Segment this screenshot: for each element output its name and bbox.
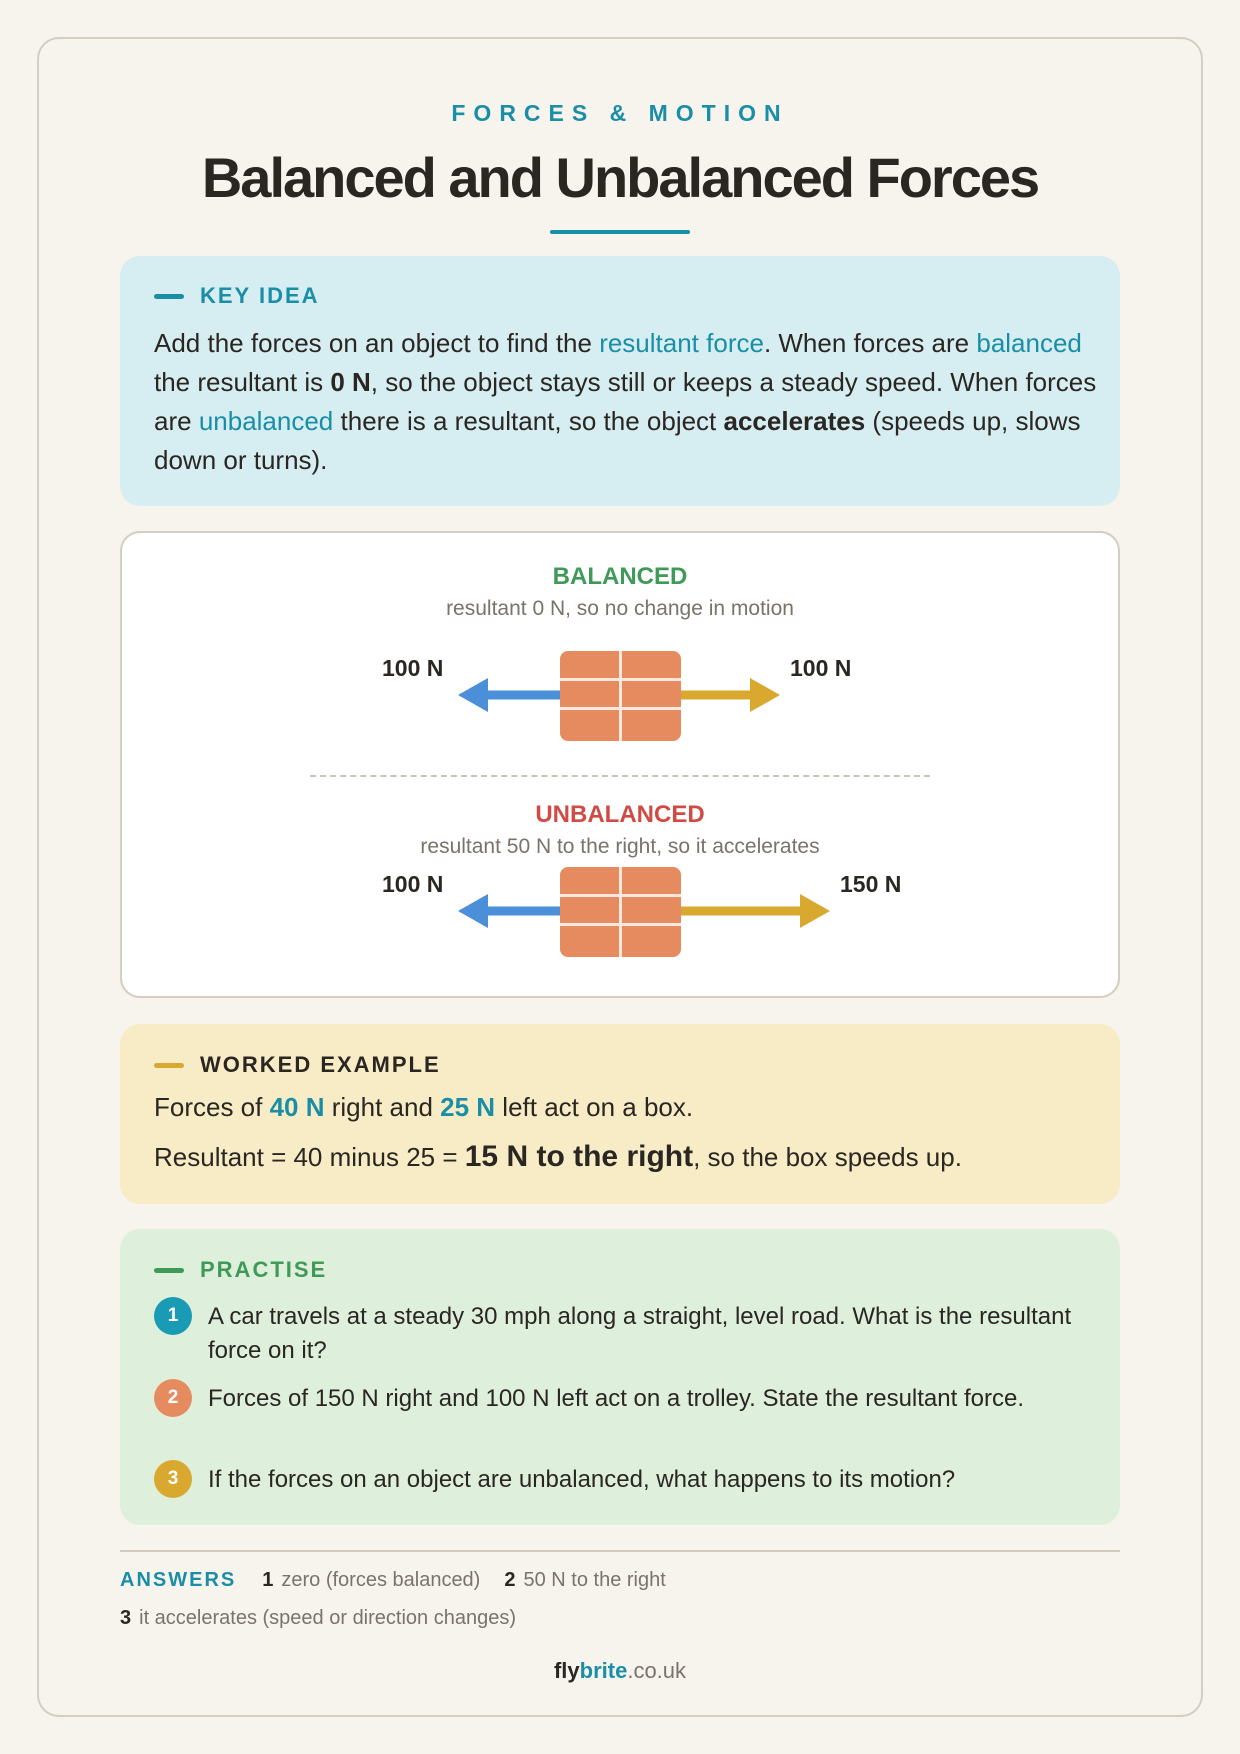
worked-result: 15 N to the right [464, 1140, 694, 1173]
key-idea-text-part: the resultant is [154, 367, 331, 397]
key-idea-text-part: there is a resultant, so the object [333, 406, 724, 436]
balanced-subtitle: resultant 0 N, so no change in motion [446, 597, 794, 620]
worked-value-25n: 25 N [440, 1092, 496, 1122]
answer-text: it accelerates (speed or direction changes) [139, 1607, 516, 1629]
answers-row-1 [120, 1569, 666, 1592]
practise-label: PRACTISE [200, 1257, 328, 1282]
worked-example-header [154, 1052, 441, 1078]
key-idea-text-part: (speeds up, slows down or turns). [154, 406, 1081, 475]
balanced-right-force: 100 N [790, 655, 852, 681]
question-number-badge: 1 [154, 1297, 192, 1335]
brand-brite: brite [579, 1658, 628, 1683]
kicker: FORCES & MOTION [451, 100, 789, 126]
answer-number: 2 [504, 1569, 516, 1591]
balanced-left-force: 100 N [382, 655, 444, 681]
unbalanced-right-force: 150 N [840, 871, 902, 897]
worked-value-40n: 40 N [269, 1092, 325, 1122]
footer-brand [0, 1658, 1240, 1684]
worked-example-line-2 [154, 1140, 962, 1174]
unbalanced-subtitle: resultant 50 N to the right, so it accelerates [420, 835, 820, 858]
question-text: A car travels at a steady 30 mph along a straight, level road. What is the resultant force on it? [208, 1303, 1072, 1364]
balanced-right-arrow [678, 678, 780, 712]
balanced-label: BALANCED [552, 563, 688, 590]
balanced-crate [560, 651, 681, 741]
unbalanced-crate [560, 867, 681, 957]
key-idea-text-part: Add the forces on an object to find the [154, 328, 600, 358]
question-text: Forces of 150 N right and 100 N left act on a trolley. State the resultant force. [208, 1385, 1024, 1412]
answer-text: 50 N to the right [523, 1569, 666, 1591]
term-accelerates: accelerates [723, 406, 866, 436]
worked-text: , so the box speeds up. [693, 1142, 962, 1172]
worked-text: Resultant = 40 minus 25 = [154, 1142, 465, 1172]
term-zero-newtons: 0 N [330, 367, 371, 397]
unbalanced-left-arrow [458, 894, 562, 928]
question-number-badge: 2 [154, 1379, 192, 1417]
practise-header [154, 1257, 327, 1283]
brand-domain: .co.uk [627, 1658, 687, 1683]
worked-text: right and [324, 1092, 441, 1122]
answer-text: zero (forces balanced) [281, 1569, 481, 1591]
worked-example-dash [154, 1063, 184, 1068]
worked-text: left act on a box. [495, 1092, 694, 1122]
unbalanced-right-arrow [678, 894, 830, 928]
answers-divider [120, 1550, 1120, 1552]
practise-question [154, 1382, 1094, 1417]
answers-label: ANSWERS [120, 1569, 237, 1591]
term-resultant-force: resultant force [599, 328, 764, 358]
question-text: If the forces on an object are unbalanced, what happens to its motion? [208, 1466, 956, 1493]
page-title: Balanced and Unbalanced Forces [201, 146, 1039, 209]
question-number-badge: 3 [154, 1460, 192, 1498]
term-balanced: balanced [976, 328, 1082, 358]
balanced-left-arrow [458, 678, 562, 712]
worked-text: Forces of [154, 1092, 270, 1122]
key-idea-text-part: . When forces are [763, 328, 977, 358]
practise-question [154, 1300, 1094, 1368]
worked-example-line-1 [154, 1092, 693, 1123]
answers-row-2 [120, 1607, 516, 1630]
unbalanced-left-force: 100 N [382, 871, 444, 897]
key-idea-label: KEY IDEA [200, 283, 320, 308]
answer-number: 3 [120, 1607, 132, 1629]
key-idea-text-part: , so the object stays still or keeps a steady speed. When forces are [154, 367, 1097, 436]
brand-fly: fly [553, 1658, 580, 1683]
term-unbalanced: unbalanced [198, 406, 334, 436]
practise-dash [154, 1268, 184, 1273]
practise-question [154, 1463, 1094, 1498]
worked-example-label: WORKED EXAMPLE [200, 1052, 441, 1077]
answer-number: 1 [262, 1569, 274, 1591]
unbalanced-label: UNBALANCED [535, 801, 705, 828]
